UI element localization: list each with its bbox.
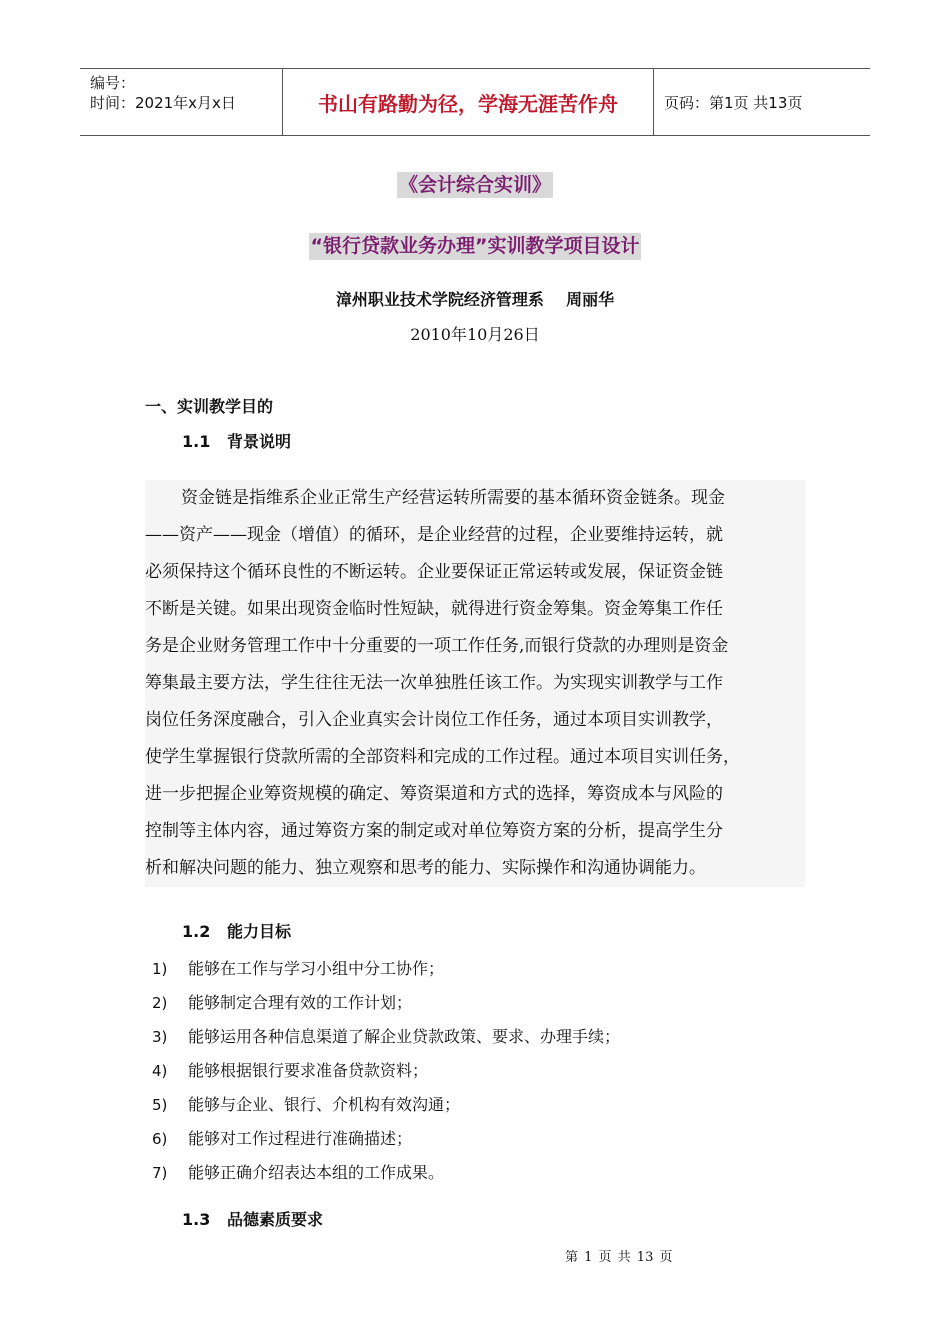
project-title-row	[0, 233, 950, 260]
section-heading-1-1: 1.1 背景说明	[182, 432, 292, 451]
list-number: 1)	[152, 960, 168, 978]
list-text: 能够根据银行要求准备贷款资料；	[188, 1061, 429, 1080]
section-heading-1-3: 1.3 品德素质要求	[182, 1210, 324, 1229]
list-text: 能够与企业、银行、介机构有效沟通；	[188, 1095, 461, 1114]
list-item	[152, 1156, 620, 1190]
paragraph-line: ——资产——现金（增值）的循环，是企业经营的过程，企业要维持运转，就	[145, 525, 723, 545]
section-heading-1: 一、实训教学目的	[145, 397, 274, 416]
header-page-info: 页码：第1页 共13页	[664, 93, 803, 112]
time-label: 时间：2021年x月x日	[90, 94, 236, 112]
footer-page-number: 第 1 页 共 13 页	[565, 1250, 673, 1265]
list-item	[152, 1088, 620, 1122]
list-number: 2)	[152, 994, 168, 1012]
list-item	[152, 952, 620, 986]
list-text: 能够对工作过程进行准确描述；	[188, 1129, 413, 1148]
ability-goals-list	[152, 952, 620, 1190]
list-item	[152, 1020, 620, 1054]
list-text: 能够运用各种信息渠道了解企业贷款政策、要求、办理手续；	[188, 1027, 621, 1046]
paragraph-line: 务是企业财务管理工作中十分重要的一项工作任务,而银行贷款的办理则是资金	[145, 636, 729, 656]
number-label: 编号：	[90, 74, 136, 92]
list-item	[152, 1054, 620, 1088]
list-number: 6)	[152, 1130, 168, 1148]
list-number: 4)	[152, 1062, 168, 1080]
paragraph-line: 岗位任务深度融合，引入企业真实会计岗位工作任务，通过本项目实训教学，	[145, 710, 723, 730]
paragraph-line: 资金链是指维系企业正常生产经营运转所需要的基本循环资金链条。现金	[181, 488, 725, 508]
list-text: 能够正确介绍表达本组的工作成果。	[188, 1163, 445, 1182]
list-item	[152, 986, 620, 1020]
date-line: 2010年10月26日	[410, 325, 540, 344]
paragraph-line: 控制等主体内容，通过筹资方案的制定或对单位筹资方案的分析，提高学生分	[145, 821, 723, 841]
list-number: 7)	[152, 1164, 168, 1182]
background-paragraph	[145, 480, 805, 887]
document-header	[80, 68, 870, 136]
header-motto: 书山有路勤为径，学海无涯苦作舟	[282, 69, 654, 135]
course-title: 《会计综合实训》	[398, 174, 551, 196]
list-text: 能够制定合理有效的工作计划；	[188, 993, 413, 1012]
section-heading-1-2: 1.2 能力目标	[182, 922, 292, 941]
paragraph-line: 进一步把握企业筹资规模的确定、筹资渠道和方式的选择，筹资成本与风险的	[145, 784, 723, 804]
list-number: 3)	[152, 1028, 168, 1046]
project-title: “银行贷款业务办理”实训教学项目设计	[309, 233, 642, 260]
list-item	[152, 1122, 620, 1156]
list-number: 5)	[152, 1096, 168, 1114]
header-meta	[80, 69, 282, 135]
author-line: 漳州职业技术学院经济管理系 周丽华	[335, 290, 615, 309]
paragraph-line: 使学生掌握银行贷款所需的全部资料和完成的工作过程。通过本项目实训任务，	[145, 747, 740, 767]
paragraph-line: 必须保持这个循环良性的不断运转。企业要保证正常运转或发展，保证资金链	[145, 562, 723, 582]
course-title-row	[0, 172, 950, 198]
paragraph-line: 筹集最主要方法，学生往往无法一次单独胜任该工作。为实现实训教学与工作	[145, 673, 723, 693]
list-text: 能够在工作与学习小组中分工协作；	[188, 959, 445, 978]
paragraph-line: 不断是关键。如果出现资金临时性短缺，就得进行资金筹集。资金筹集工作任	[145, 599, 723, 619]
paragraph-line: 析和解决问题的能力、独立观察和思考的能力、实际操作和沟通协调能力。	[145, 858, 706, 878]
